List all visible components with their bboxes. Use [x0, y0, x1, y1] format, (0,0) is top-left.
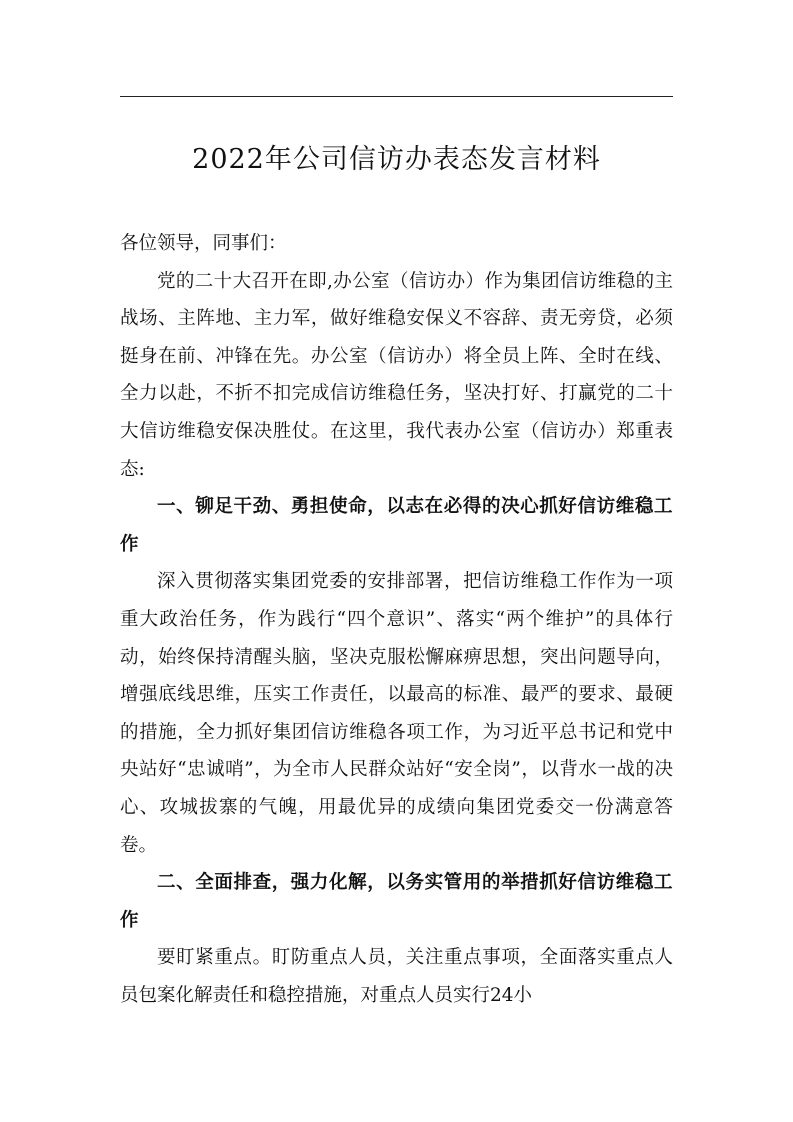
intro-paragraph: 党的二十大召开在即,办公室（信访办）作为集团信访维稳的主战场、主阵地、主力军，做好维稳安保义不容辞、责无旁贷，必须挺身在前、冲锋在先。办公室（信访办）将全员上阵、全时在线、全力以赴，不折不扣完成信访维稳任务，坚决打好、打赢党的二十大信访维稳安保决胜仗。在这里，我代表办公室（信访办）郑重表态: — [120, 270, 673, 480]
section-2-heading: 二、全面排查，强力化解，以务实管用的举措抓好信访维稳工作 — [120, 872, 673, 931]
header-rule — [120, 96, 673, 97]
document-title: 2022年公司信访办表态发言材料 — [192, 144, 601, 175]
document-body — [120, 225, 673, 1014]
salutation: 各位领导，同事们： — [120, 233, 287, 254]
section-1-paragraph: 深入贯彻落实集团党委的安排部署，把信访维稳工作作为一项重大政治任务，作为践行“四个意识”、落实“两个维护”的具体行动，始终保持清醒头脑，坚决克服松懈麻痹思想，突出问题导向，增强底线思维，压实工作责任，以最高的标准、最严的要求、最硬的措施，全力抓好集团信访维稳各项工作，为习近平总书记和党中央站好“忠诚哨”，为全市人民群众站好“安全岗”，以背水一战的决心、攻城拔寨的气魄，用最优异的成绩向集团党委交一份满意答卷。 — [120, 571, 673, 856]
section-2-paragraph: 要盯紧重点。盯防重点人员，关注重点事项，全面落实重点人员包案化解责任和稳控措施，对重点人员实行24小 — [120, 947, 673, 1006]
section-1-heading: 一、铆足干劲、勇担使命，以志在必得的决心抓好信访维稳工作 — [120, 496, 673, 555]
